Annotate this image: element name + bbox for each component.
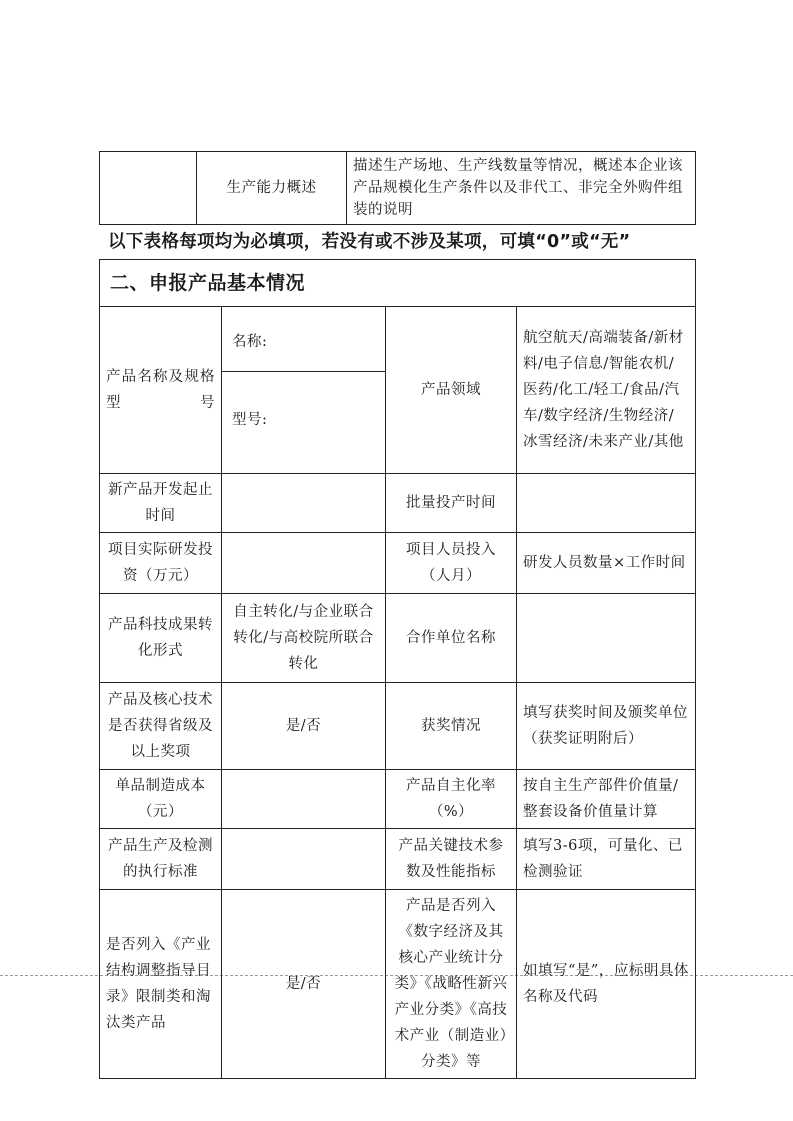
catalog-value[interactable]: 是/否 xyxy=(222,890,386,1079)
section-title: 二、申报产品基本情况 xyxy=(100,260,696,307)
top-table xyxy=(99,151,696,225)
tech-params-value[interactable]: 填写3-6项，可量化、已检测验证 xyxy=(517,829,696,890)
empty-cell xyxy=(100,152,197,225)
tech-params-label: 产品关键技术参数及性能指标 xyxy=(386,829,517,890)
autonomy-value[interactable]: 按自主生产部件价值量/整套设备价值量计算 xyxy=(517,770,696,829)
catalog-label: 是否列入《产业结构调整指导目录》限制类和淘汰类产品 xyxy=(100,890,222,1079)
mass-production-label: 批量投产时间 xyxy=(386,474,517,533)
partner-label: 合作单位名称 xyxy=(386,594,517,683)
award-value[interactable]: 是/否 xyxy=(222,683,386,770)
basic-info-table xyxy=(99,259,696,1079)
transfer-row xyxy=(100,594,696,683)
award-label: 产品及核心技术是否获得省级及以上奖项 xyxy=(100,683,222,770)
mass-production-input[interactable] xyxy=(517,474,696,533)
investment-row xyxy=(100,533,696,594)
product-field-label: 产品领域 xyxy=(386,307,517,474)
award-status-label: 获奖情况 xyxy=(386,683,517,770)
dev-time-label: 新产品开发起止时间 xyxy=(100,474,222,533)
personnel-label: 项目人员投入（人月） xyxy=(386,533,517,594)
award-row xyxy=(100,683,696,770)
award-status-value[interactable]: 填写获奖时间及颁奖单位（获奖证明附后） xyxy=(517,683,696,770)
investment-label: 项目实际研发投资（万元） xyxy=(100,533,222,594)
transfer-value[interactable]: 自主转化/与企业联合转化/与高校院所联合转化 xyxy=(222,594,386,683)
standard-label: 产品生产及检测的执行标准 xyxy=(100,829,222,890)
transfer-label: 产品科技成果转化形式 xyxy=(100,594,222,683)
instruction-text: 以下表格每项均为必填项，若没有或不涉及某项，可填“0”或“无” xyxy=(108,232,631,252)
standard-input[interactable] xyxy=(222,829,386,890)
catalog-row xyxy=(100,890,696,1079)
investment-input[interactable] xyxy=(222,533,386,594)
model-field[interactable] xyxy=(222,372,385,468)
autonomy-label: 产品自主化率（%） xyxy=(386,770,517,829)
dev-time-row xyxy=(100,474,696,533)
product-field-options: 航空航天/高端装备/新材料/电子信息/智能农机/医药/化工/轻工/食品/汽车/数字经济/生物经济/冰雪经济/未来产业/其他 xyxy=(517,307,696,474)
name-label: 名称: xyxy=(232,333,268,350)
cost-row xyxy=(100,770,696,829)
product-name-label: 产品名称及规格型号 xyxy=(100,307,222,474)
cost-label: 单品制造成本（元） xyxy=(100,770,222,829)
personnel-value[interactable]: 研发人员数量×工作时间 xyxy=(517,533,696,594)
partner-input[interactable] xyxy=(517,594,696,683)
standard-row xyxy=(100,829,696,890)
product-name-row xyxy=(100,307,696,474)
name-field[interactable] xyxy=(222,313,385,372)
cost-input[interactable] xyxy=(222,770,386,829)
section-header-row xyxy=(100,260,696,307)
production-capacity-row xyxy=(100,152,696,225)
classification-label: 产品是否列入《数字经济及其核心产业统计分类》《战略性新兴产业分类》《高技术产业（制造业）分类》等 xyxy=(386,890,517,1079)
production-capacity-description: 描述生产场地、生产线数量等情况，概述本企业该产品规模化生产条件以及非代工、非完全外购件组装的说明 xyxy=(347,152,696,225)
product-name-input-cell[interactable] xyxy=(222,307,386,474)
production-capacity-label: 生产能力概述 xyxy=(197,152,347,225)
model-label: 型号: xyxy=(232,411,268,428)
classification-value[interactable]: 如填写“是”，应标明具体名称及代码 xyxy=(517,890,696,1079)
dev-time-input[interactable] xyxy=(222,474,386,533)
